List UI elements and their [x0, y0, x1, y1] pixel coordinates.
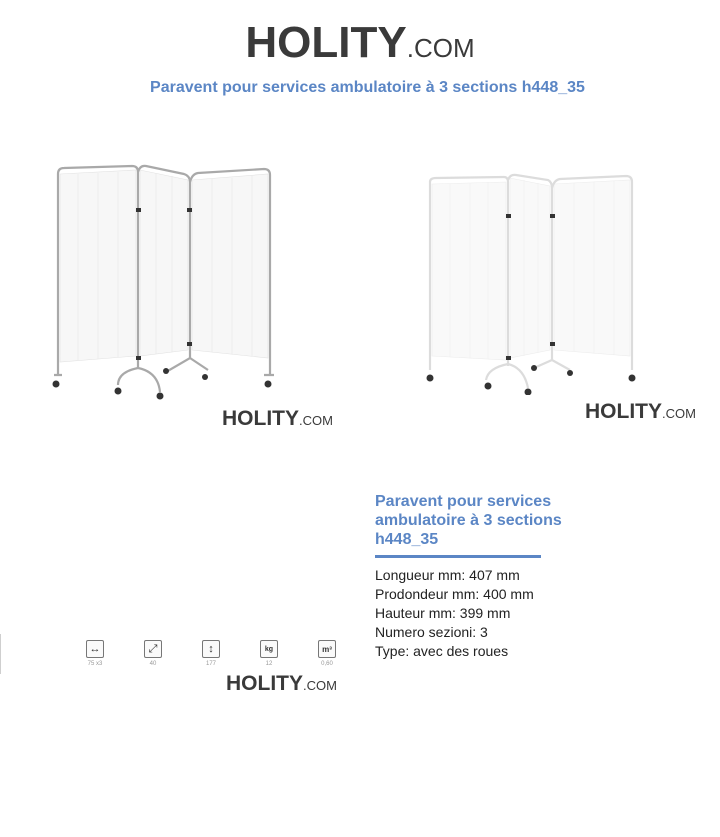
- logo-domain: .COM: [303, 678, 337, 693]
- logo-domain: .COM: [299, 413, 333, 428]
- icon-value: 177: [205, 661, 216, 667]
- icons-watermark-logo: [226, 672, 337, 696]
- volume-icon: m³: [318, 640, 336, 658]
- title-underline: [375, 555, 541, 558]
- logo-wordmark: HOLITY: [585, 400, 662, 423]
- product-image-chrome[interactable]: [48, 160, 278, 405]
- spec-icon-depth: [124, 640, 182, 667]
- product-info: [375, 492, 575, 661]
- height-arrows-icon: ↕: [202, 640, 220, 658]
- logo-wordmark: HOLITY: [226, 672, 303, 695]
- holity-logo[interactable]: [0, 18, 720, 68]
- icon-value: 0,60: [321, 661, 333, 667]
- spec-icon-height: [182, 640, 240, 667]
- logo-wordmark: HOLITY: [222, 407, 299, 430]
- spec-length: Longueur mm: 407 mm: [375, 567, 520, 583]
- logo-domain: .COM: [662, 406, 696, 421]
- spec-type: Type: avec des roues: [375, 643, 509, 659]
- spec-icon-volume: [298, 640, 356, 667]
- spec-icon-width: [66, 640, 124, 667]
- page-title: Paravent pour services ambulatoire à 3 sections h448_35: [150, 79, 585, 96]
- divider: [0, 634, 1, 674]
- spec-depth: Prodondeur mm: 400 mm: [375, 586, 534, 602]
- logo-wordmark: HOLITY: [245, 18, 407, 67]
- icon-value: 40: [149, 661, 157, 667]
- weight-icon: kg: [260, 640, 278, 658]
- product-image-white[interactable]: [424, 170, 639, 395]
- width-arrows-icon: ↔: [86, 640, 104, 658]
- logo-domain: .COM: [406, 33, 475, 63]
- image-watermark-logo: [585, 400, 696, 424]
- spec-height: Hauteur mm: 399 mm: [375, 605, 511, 621]
- spec-icon-weight: [240, 640, 298, 667]
- spec-icons: [66, 640, 356, 667]
- product-title: Paravent pour services ambulatoire à 3 sections h448_35: [375, 493, 562, 548]
- image-watermark-logo: [222, 407, 333, 431]
- icon-value: 12: [265, 661, 273, 667]
- spec-sections: Numero sezioni: 3: [375, 624, 488, 640]
- depth-arrow-icon: ⤢: [144, 640, 162, 658]
- icon-value: 75 x3: [87, 661, 103, 667]
